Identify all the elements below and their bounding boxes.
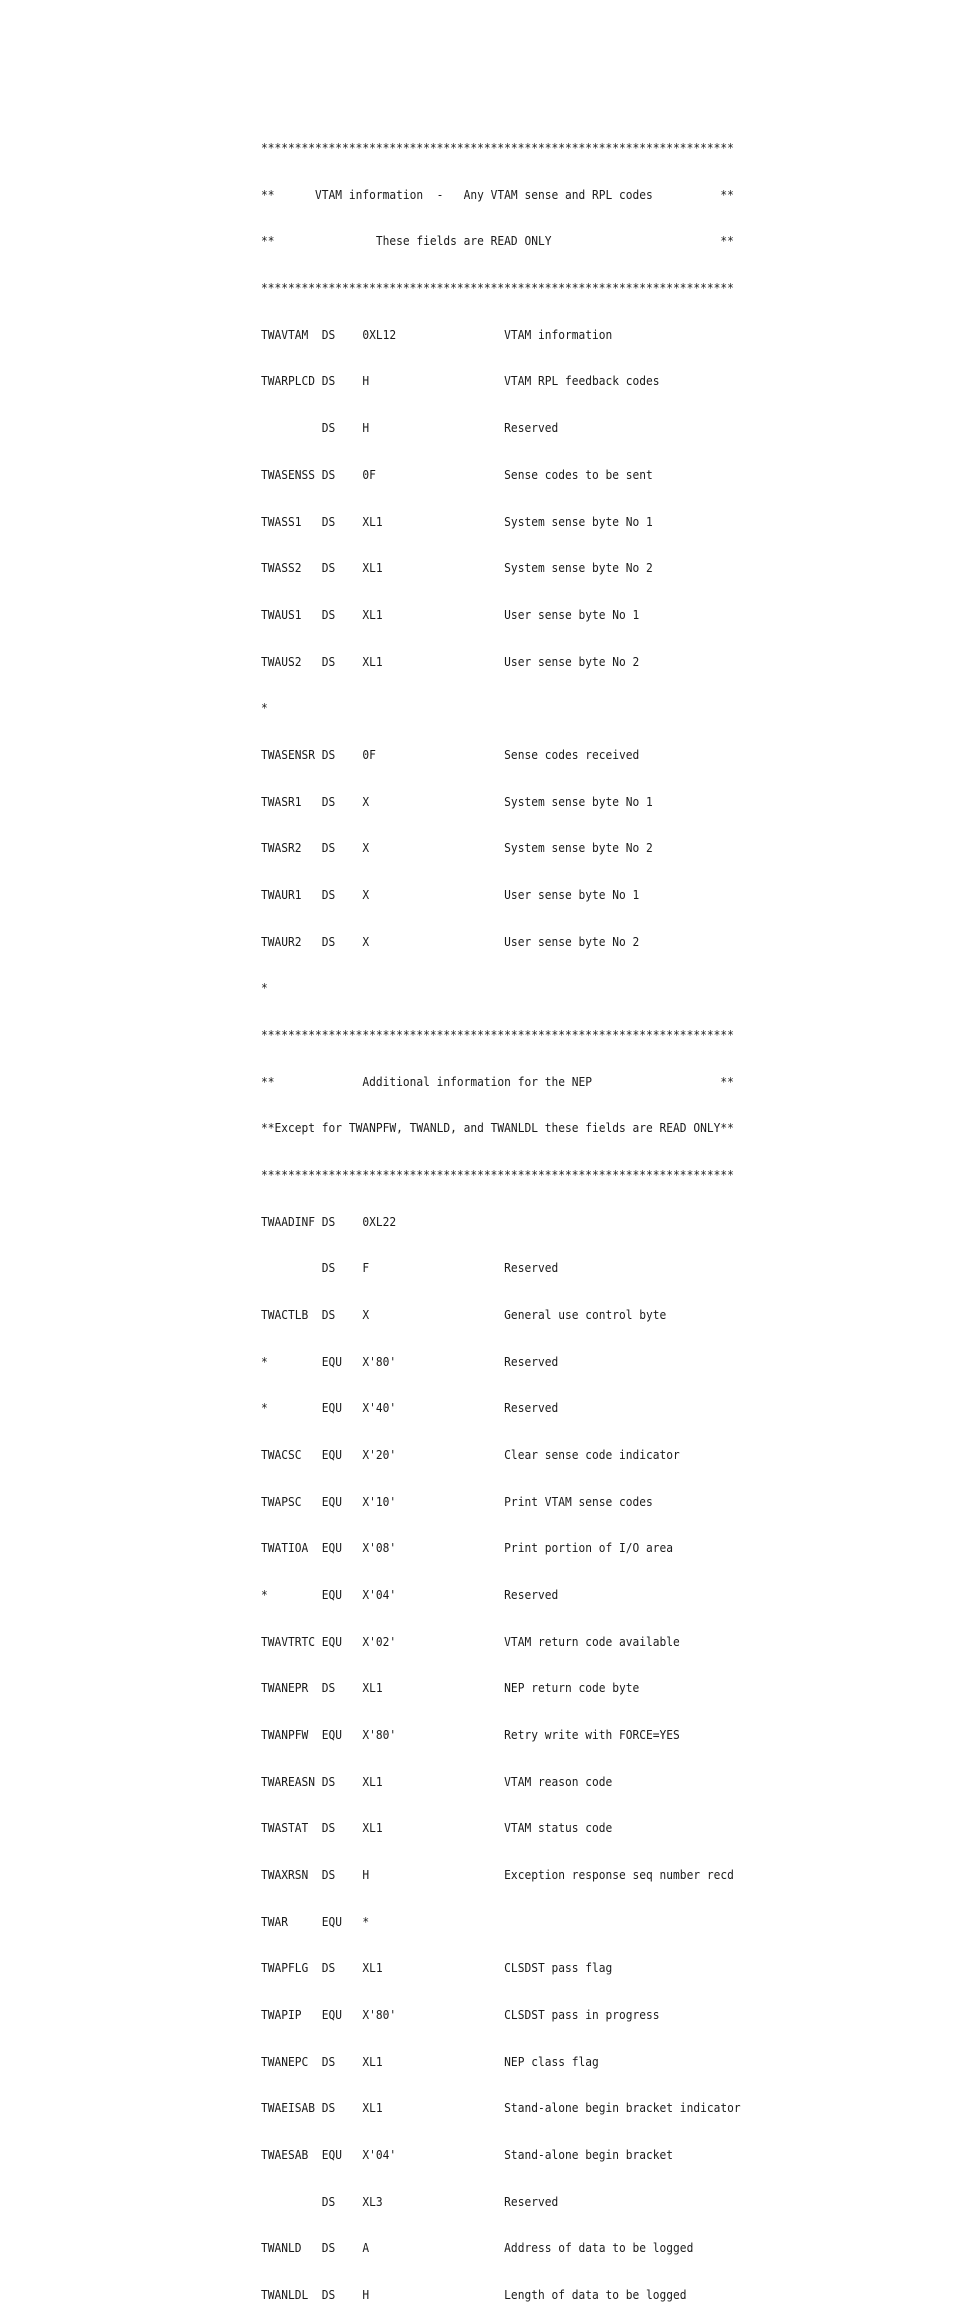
listing-line: TWAEISAB DS XL1 Stand-alone begin bracket indicator (261, 2101, 741, 2116)
listing-line: TWANPFW EQU X'80' Retry write with FORCE=YES (261, 1727, 680, 1742)
listing-line: ********************************************************************** (261, 1167, 734, 1182)
listing-line: ********************************************************************** (261, 141, 734, 156)
listing-line: TWASR1 DS X System sense byte No 1 (261, 794, 653, 809)
listing-line: TWAPFLG DS XL1 CLSDST pass flag (261, 1961, 613, 1976)
listing-line: * (261, 701, 268, 716)
listing-line: TWAUS2 DS XL1 User sense byte No 2 (261, 654, 640, 669)
listing-line: TWASENSR DS 0F Sense codes received (261, 747, 640, 762)
listing-line: ** Additional information for the NEP ** (261, 1074, 734, 1089)
listing-line: TWASR2 DS X System sense byte No 2 (261, 841, 653, 856)
listing-line: TWAREASN DS XL1 VTAM reason code (261, 1774, 613, 1789)
listing-line: TWAVTRTC EQU X'02' VTAM return code available (261, 1634, 680, 1649)
listing-line: ** VTAM information - Any VTAM sense and RPL codes ** (261, 187, 734, 202)
listing-line: TWANEPR DS XL1 NEP return code byte (261, 1681, 640, 1696)
listing-line: ********************************************************************** (261, 1027, 734, 1042)
listing-line: * EQU X'40' Reserved (261, 1401, 559, 1416)
listing-line: TWANLDL DS H Length of data to be logged (261, 2288, 687, 2303)
listing-line: TWAXRSN DS H Exception response seq number recd (261, 1867, 734, 1882)
listing-line: DS XL3 Reserved (261, 2194, 559, 2209)
listing-line: TWANEPC DS XL1 NEP class flag (261, 2054, 599, 2069)
listing-line: TWANLD DS A Address of data to be logged (261, 2241, 694, 2256)
listing-line: TWAVTAM DS 0XL12 VTAM information (261, 327, 613, 342)
listing-line: TWACTLB DS X General use control byte (261, 1307, 667, 1322)
listing-line: * EQU X'80' Reserved (261, 1354, 559, 1369)
listing-line: TWAUR1 DS X User sense byte No 1 (261, 887, 640, 902)
listing-line: TWARPLCD DS H VTAM RPL feedback codes (261, 374, 660, 389)
listing-line: TWAR EQU * (261, 1914, 370, 1929)
listing-line: TWAADINF DS 0XL22 (261, 1214, 397, 1229)
listing-line: TWAPIP EQU X'80' CLSDST pass in progress (261, 2008, 660, 2022)
listing-line: TWAESAB EQU X'04' Stand-alone begin bracket (261, 2148, 674, 2163)
listing-line: TWASS1 DS XL1 System sense byte No 1 (261, 514, 653, 529)
listing-line: * (261, 981, 268, 996)
listing-line: TWATIOA EQU X'08' Print portion of I/O area (261, 1541, 674, 1556)
listing-line: ********************************************************************** (261, 281, 734, 296)
assembler-listing (261, 110, 741, 2319)
listing-line: ** These fields are READ ONLY ** (261, 234, 734, 249)
listing-line: TWASS2 DS XL1 System sense byte No 2 (261, 561, 653, 576)
listing-line: TWASENSS DS 0F Sense codes to be sent (261, 467, 653, 482)
listing-line: * EQU X'04' Reserved (261, 1587, 559, 1602)
listing-line: TWASTAT DS XL1 VTAM status code (261, 1821, 613, 1836)
listing-line: TWAPSC EQU X'10' Print VTAM sense codes (261, 1494, 653, 1509)
listing-line: **Except for TWANPFW, TWANLD, and TWANLDL these fields are READ ONLY** (261, 1121, 734, 1136)
listing-line: DS F Reserved (261, 1261, 559, 1276)
listing-line: TWAUR2 DS X User sense byte No 2 (261, 934, 640, 949)
listing-line: TWACSC EQU X'20' Clear sense code indicator (261, 1447, 680, 1462)
listing-line: DS H Reserved (261, 421, 559, 436)
listing-line: TWAUS1 DS XL1 User sense byte No 1 (261, 607, 640, 622)
